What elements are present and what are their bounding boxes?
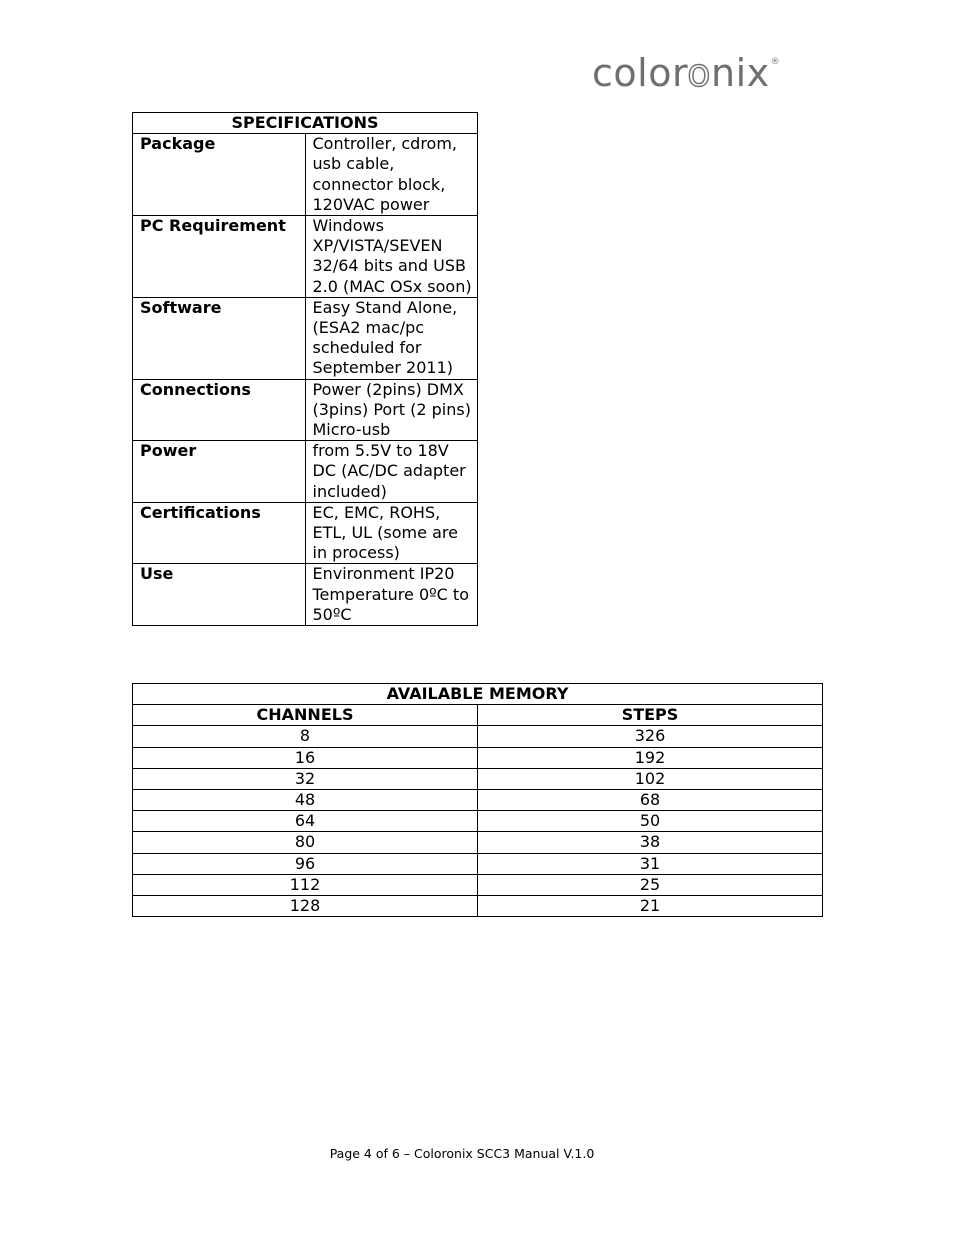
channels-cell: 16 (133, 747, 478, 768)
channels-cell: 48 (133, 790, 478, 811)
specifications-title: SPECIFICATIONS (133, 113, 478, 134)
spec-row-use (133, 564, 478, 626)
spec-label: Connections (133, 379, 306, 441)
spec-row-power (133, 441, 478, 503)
registered-mark: ® (770, 57, 781, 67)
spec-label: Use (133, 564, 306, 626)
steps-cell: 38 (478, 832, 823, 853)
table-row (133, 790, 823, 811)
channels-cell: 64 (133, 811, 478, 832)
page-footer: Page 4 of 6 – Coloronix SCC3 Manual V.1.0 (329, 1146, 595, 1161)
spec-value: Windows XP/VISTA/SEVEN 32/64 bits and USB 2.0 (MAC OSx soon) (305, 216, 478, 298)
coloronix-logo (592, 51, 781, 95)
channels-cell: 32 (133, 768, 478, 789)
spec-row-certifications (133, 502, 478, 564)
spec-label: Package (133, 134, 306, 216)
channels-cell: 8 (133, 726, 478, 747)
spec-value: Controller, cdrom, usb cable, connector block, 120VAC power (305, 134, 478, 216)
channels-cell: 96 (133, 853, 478, 874)
table-row (133, 747, 823, 768)
column-header-steps: STEPS (478, 705, 823, 726)
channels-cell: 112 (133, 874, 478, 895)
spec-label: Power (133, 441, 306, 503)
table-row (133, 726, 823, 747)
spec-label: Software (133, 297, 306, 379)
memory-title: AVAILABLE MEMORY (133, 684, 823, 705)
channels-cell: 128 (133, 896, 478, 917)
table-row (133, 811, 823, 832)
steps-cell: 326 (478, 726, 823, 747)
steps-cell: 68 (478, 790, 823, 811)
spec-value: Easy Stand Alone, (ESA2 mac/pc scheduled for September 2011) (305, 297, 478, 379)
steps-cell: 25 (478, 874, 823, 895)
steps-cell: 102 (478, 768, 823, 789)
table-row (133, 768, 823, 789)
column-header-channels: CHANNELS (133, 705, 478, 726)
spec-label: PC Requirement (133, 216, 306, 298)
spec-value: Power (2pins) DMX (3pins) Port (2 pins) Micro-usb (305, 379, 478, 441)
spec-label: Certifications (133, 502, 306, 564)
table-row (133, 874, 823, 895)
spec-row-software (133, 297, 478, 379)
spec-row-pc-requirement (133, 216, 478, 298)
spec-value: EC, EMC, ROHS, ETL, UL (some are in process) (305, 502, 478, 564)
table-row (133, 832, 823, 853)
channels-cell: 80 (133, 832, 478, 853)
table-row (133, 853, 823, 874)
spec-row-connections (133, 379, 478, 441)
specifications-table (132, 112, 478, 626)
steps-cell: 192 (478, 747, 823, 768)
steps-cell: 21 (478, 896, 823, 917)
logo-ring-o: o (687, 51, 711, 95)
available-memory-table (132, 683, 823, 917)
steps-cell: 50 (478, 811, 823, 832)
table-row (133, 896, 823, 917)
spec-row-package (133, 134, 478, 216)
spec-value: Environment IP20 Temperature 0ºC to 50ºC (305, 564, 478, 626)
spec-value: from 5.5V to 18V DC (AC/DC adapter included) (305, 441, 478, 503)
logo-text-suffix: nix (711, 51, 770, 95)
steps-cell: 31 (478, 853, 823, 874)
logo-text-prefix: color (592, 51, 688, 95)
